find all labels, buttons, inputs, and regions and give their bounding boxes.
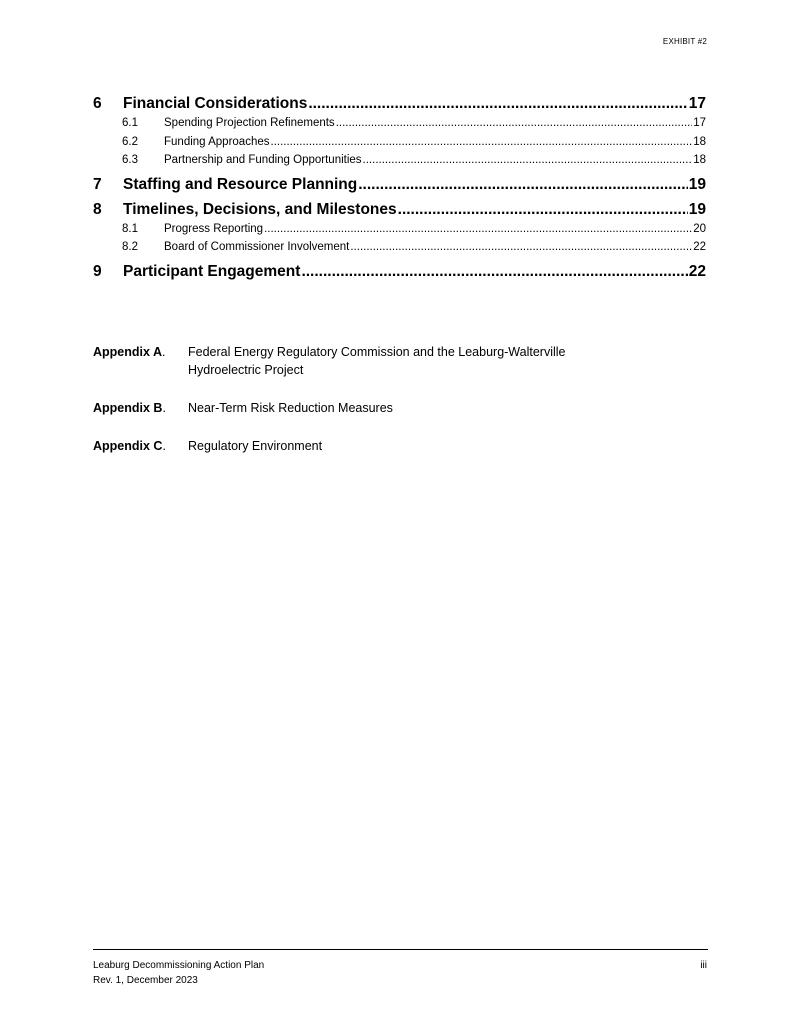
toc-title: Spending Projection Refinements [164,117,335,129]
appendix-b[interactable] [93,399,706,417]
toc-page: 22 [688,262,706,280]
toc-title: Timelines, Decisions, and Milestones [123,200,397,218]
toc-title: Partnership and Funding Opportunities [164,154,362,166]
toc-number: 8.1 [122,222,138,235]
toc-page: 18 [693,154,706,166]
toc-title: Board of Commissioner Involvement [164,241,350,253]
toc-entry-6[interactable] [93,94,706,114]
toc-number: 6.3 [122,154,138,166]
toc-entry-8-2[interactable] [93,238,706,257]
toc-page: 20 [693,222,706,235]
toc-title: Progress Reporting [164,222,264,235]
appendix-title: Regulatory Environment [188,439,323,453]
dot-leader [350,238,692,257]
toc-entry-6-1[interactable] [93,114,706,133]
toc-page: 17 [688,95,706,112]
toc-title: Financial Considerations [123,95,308,112]
appendix-label: Appendix A. [93,345,166,359]
dot-leader [363,151,693,170]
appendix-list [93,343,706,475]
toc-title: Participant Engagement [123,262,301,280]
appendix-title: Near-Term Risk Reduction Measures [188,401,393,415]
toc-page: 19 [688,200,706,218]
toc-entry-8[interactable] [93,200,706,220]
toc-number: 6 [93,95,102,112]
appendix-label: Appendix C. [93,439,166,453]
toc-page: 19 [688,175,706,193]
footer-page-number: iii [700,960,707,971]
dot-leader [301,262,687,282]
dot-leader [358,175,688,195]
dot-leader [398,200,688,220]
toc-page: 18 [693,135,706,148]
footer-document-title: Leaburg Decommissioning Action Plan [93,960,265,971]
appendix-title: Federal Energy Regulatory Commission and the Leaburg-Walterville Hydroelectric Project [188,345,566,377]
toc-number: 8.2 [122,241,138,253]
appendix-a[interactable] [93,343,706,379]
toc-entry-6-2[interactable] [93,133,706,152]
toc-title: Staffing and Resource Planning [123,175,358,193]
dot-leader [308,94,687,114]
toc-page: 17 [693,117,706,129]
toc-number: 9 [93,262,102,280]
toc-number: 7 [93,175,102,193]
appendix-label: Appendix B. [93,401,166,415]
toc-entry-9[interactable] [93,262,706,282]
dot-leader [264,220,692,239]
appendix-c[interactable] [93,437,706,455]
toc-page: 22 [693,241,706,253]
toc-number: 6.1 [122,117,138,129]
exhibit-label: EXHIBIT #2 [662,37,707,46]
table-of-contents [93,94,706,282]
toc-title: Funding Approaches [164,135,270,148]
page-footer [93,958,708,988]
toc-entry-6-3[interactable] [93,151,706,170]
toc-entry-7[interactable] [93,175,706,195]
dot-leader [336,114,693,133]
toc-number: 6.2 [122,135,138,148]
footer-divider [93,949,708,950]
toc-entry-8-1[interactable] [93,220,706,239]
dot-leader [271,133,693,152]
footer-revision: Rev. 1, December 2023 [93,975,198,986]
toc-number: 8 [93,200,102,218]
